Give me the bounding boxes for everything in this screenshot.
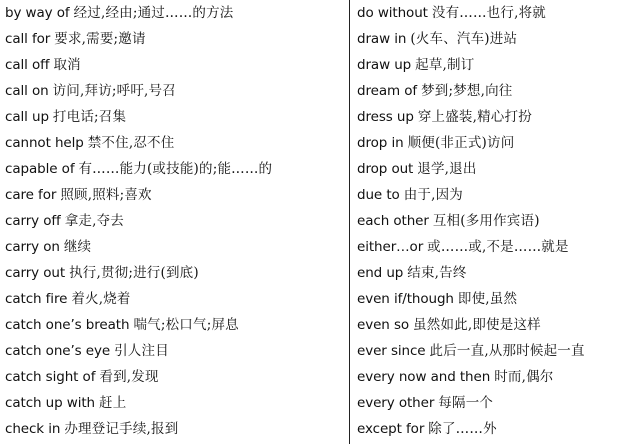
phrase-term: carry out [5, 265, 66, 281]
phrase-term: dress up [357, 109, 414, 125]
phrase-term: even so [357, 317, 410, 333]
phrase-term: by way of [5, 5, 70, 21]
phrase-term: call up [5, 109, 49, 125]
phrase-meaning: 取消 [53, 57, 81, 73]
column-divider [349, 0, 350, 444]
phrase-meaning: 起草,制订 [415, 57, 475, 73]
phrase-entry [357, 26, 629, 52]
phrase-meaning: 照顾,照料;喜欢 [60, 187, 152, 203]
phrase-term: catch up with [5, 395, 96, 411]
phrase-term: catch one’s eye [5, 343, 111, 359]
phrase-entry [5, 156, 345, 182]
phrase-meaning: 经过,经由;通过……的方法 [73, 5, 234, 21]
phrase-entry [357, 52, 629, 78]
phrase-term: either…or [357, 239, 424, 255]
phrase-term: drop out [357, 161, 414, 177]
phrase-meaning: 没有……也行,将就 [431, 5, 546, 21]
phrase-entry [5, 286, 345, 312]
phrase-entry [357, 182, 629, 208]
phrase-meaning: 打电话;召集 [52, 109, 127, 125]
phrase-entry [5, 260, 345, 286]
phrase-term: capable of [5, 161, 75, 177]
phrase-meaning: (火车、汽车)进站 [410, 31, 518, 47]
phrase-term: do without [357, 5, 428, 21]
phrase-entry [357, 260, 629, 286]
phrase-term: care for [5, 187, 57, 203]
phrase-entry [357, 416, 629, 442]
phrase-entry [5, 208, 345, 234]
phrase-meaning: 梦到;梦想,向往 [421, 83, 513, 99]
phrase-term: call on [5, 83, 49, 99]
phrase-meaning: 除了……外 [428, 421, 497, 437]
phrase-entry [5, 26, 345, 52]
phrase-meaning: 即使,虽然 [457, 291, 518, 307]
phrase-entry [357, 130, 629, 156]
phrase-meaning: 时而,偶尔 [494, 369, 554, 385]
phrase-meaning: 禁不住,忍不住 [87, 135, 175, 151]
phrase-entry [5, 312, 345, 338]
phrase-entry [357, 312, 629, 338]
phrase-meaning: 要求,需要;邀请 [54, 31, 146, 47]
phrase-term: except for [357, 421, 425, 437]
phrase-term: catch sight of [5, 369, 96, 385]
phrase-meaning: 由于,因为 [403, 187, 463, 203]
phrase-meaning: 拿走,夺去 [64, 213, 125, 229]
phrase-meaning: 执行,贯彻;进行(到底) [69, 265, 199, 281]
phrase-entry [5, 130, 345, 156]
phrase-term: cannot help [5, 135, 84, 151]
phrase-term: drop in [357, 135, 404, 151]
phrase-entry [5, 390, 345, 416]
phrase-entry [5, 416, 345, 442]
phrase-entry [5, 364, 345, 390]
phrase-meaning: 退学,退出 [417, 161, 477, 177]
left-phrase-column [5, 0, 345, 442]
phrase-meaning: 引人注目 [114, 343, 169, 359]
phrase-term: due to [357, 187, 400, 203]
phrase-term: every now and then [357, 369, 491, 385]
phrase-term: dream of [357, 83, 418, 99]
phrase-term: every other [357, 395, 435, 411]
phrase-meaning: 或……或,不是……就是 [427, 239, 569, 255]
phrase-term: carry off [5, 213, 61, 229]
phrase-meaning: 有……能力(或技能)的;能……的 [78, 161, 273, 177]
phrase-term: ever since [357, 343, 426, 359]
phrase-term: end up [357, 265, 404, 281]
phrase-meaning: 结束,告终 [407, 265, 467, 281]
phrase-term: each other [357, 213, 429, 229]
phrase-entry [357, 234, 629, 260]
phrase-term: carry on [5, 239, 60, 255]
phrase-entry [5, 234, 345, 260]
phrase-meaning: 着火,烧着 [71, 291, 131, 307]
phrase-entry [5, 104, 345, 130]
phrase-term: catch fire [5, 291, 68, 307]
phrase-term: call for [5, 31, 51, 47]
phrase-entry [5, 338, 345, 364]
phrase-entry [357, 104, 629, 130]
phrase-entry [357, 364, 629, 390]
phrase-meaning: 每隔一个 [438, 395, 494, 411]
phrase-term: catch one’s breath [5, 317, 130, 333]
phrase-entry [357, 338, 629, 364]
phrase-entry [357, 208, 629, 234]
phrase-entry [5, 78, 345, 104]
phrase-meaning: 办理登记手续,报到 [64, 421, 179, 437]
phrase-entry [357, 0, 629, 26]
phrase-entry [357, 156, 629, 182]
phrase-entry [357, 78, 629, 104]
phrase-meaning: 互相(多用作宾语) [432, 213, 540, 229]
phrase-term: call off [5, 57, 50, 73]
phrase-meaning: 虽然如此,即使是这样 [413, 317, 541, 333]
phrase-entry [5, 182, 345, 208]
phrase-meaning: 此后一直,从那时候起一直 [429, 343, 585, 359]
phrase-term: draw up [357, 57, 412, 73]
phrase-meaning: 穿上盛装,精心打扮 [417, 109, 532, 125]
phrase-term: check in [5, 421, 61, 437]
phrase-entry [5, 52, 345, 78]
phrase-meaning: 顺便(非正式)访问 [407, 135, 515, 151]
phrase-term: draw in [357, 31, 407, 47]
phrase-meaning: 喘气;松口气;屏息 [133, 317, 239, 333]
phrase-meaning: 继续 [63, 239, 92, 255]
phrase-meaning: 赶上 [99, 395, 127, 411]
phrase-entry [5, 0, 345, 26]
phrase-entry [357, 286, 629, 312]
phrase-meaning: 访问,拜访;呼吁,号召 [52, 83, 176, 99]
right-phrase-column [357, 0, 629, 442]
phrase-meaning: 看到,发现 [99, 369, 159, 385]
phrase-term: even if/though [357, 291, 454, 307]
phrase-entry [357, 390, 629, 416]
